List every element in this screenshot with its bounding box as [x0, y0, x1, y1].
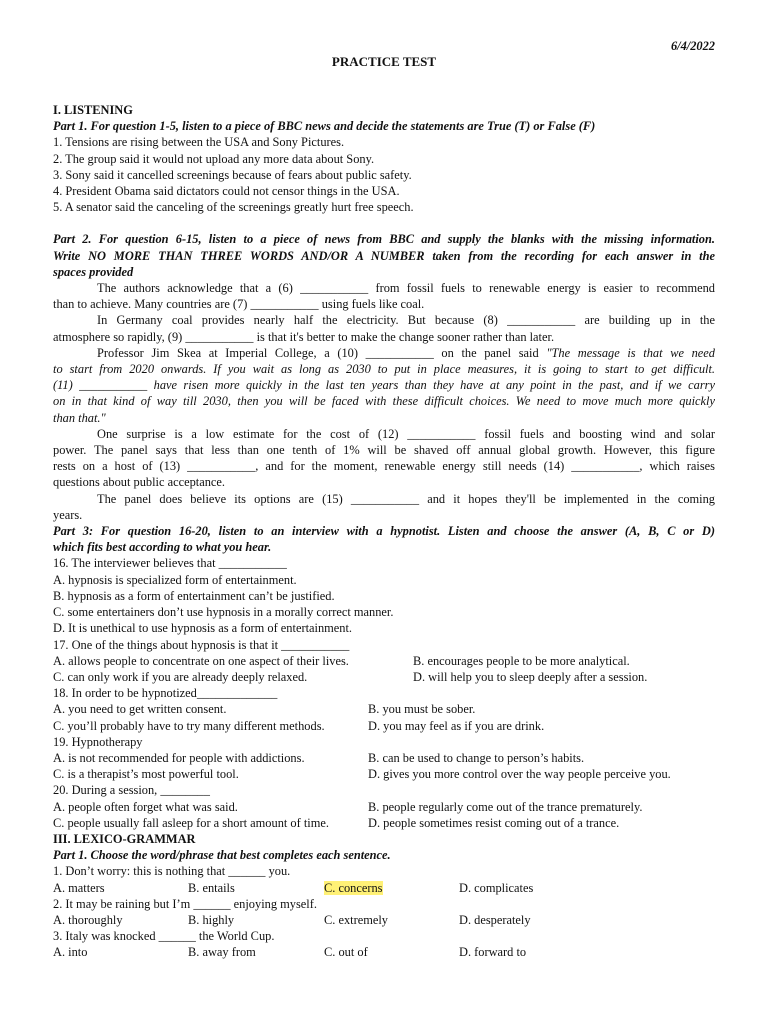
answer-option: D. complicates: [459, 880, 534, 895]
part2-instruction-line: Write NO MORE THAN THREE WORDS AND/OR A NUMBER taken from the recording for each answer in the: [53, 248, 715, 263]
answer-option-text: B. entails: [188, 880, 235, 895]
passage-line: One surprise is a low estimate for the cost of (12) ___________ fossil fuels and boosting wind and solar: [97, 426, 715, 441]
part3-instruction-line: which fits best according to what you hear.: [53, 540, 272, 555]
passage-line: on in that kind of way till 2030, then you will be faced with these difficult choices. We need to move much more quickly: [53, 394, 715, 409]
answer-option: C. extremely: [324, 912, 388, 927]
question-stem: 2. It may be raining but I’m ______ enjoying myself.: [53, 896, 317, 911]
options-row: [53, 944, 715, 960]
list-item: 1. Tensions are rising between the USA and Sony Pictures.: [53, 135, 345, 150]
answer-option: C. people usually fall asleep for a short amount of time.: [53, 815, 329, 830]
answer-option: C. can only work if you are already deeply relaxed.: [53, 669, 308, 684]
answer-option: C. is a therapist’s most powerful tool.: [53, 767, 239, 782]
options-row: [53, 653, 715, 669]
section-heading-listening: I. LISTENING: [53, 103, 133, 117]
section-heading-lexico-grammar: III. LEXICO-GRAMMAR: [53, 831, 196, 846]
options-row: [53, 766, 715, 782]
document-date: 6/4/2022: [670, 39, 715, 53]
answer-option: B. away from: [188, 945, 256, 960]
passage-line: questions about public acceptance.: [53, 475, 226, 490]
passage-line: than to achieve. Many countries are (7) ___________ using fuels like coal.: [53, 297, 425, 312]
question-stem: 1. Don’t worry: this is nothing that ______ you.: [53, 864, 291, 879]
question-stem: 19. Hypnotherapy: [53, 734, 143, 749]
part1-instruction: Part 1. For question 1-5, listen to a piece of BBC news and decide the statements are True (T) or False (F): [53, 119, 596, 134]
part2-instruction-line: Part 2. For question 6-15, listen to a piece of news from BBC and supply the blanks with the missing information.: [53, 232, 715, 247]
options-row: [53, 718, 715, 734]
options-row: [53, 815, 715, 831]
passage-line: than that.": [53, 410, 106, 425]
answer-option: A. is not recommended for people with addictions.: [53, 750, 305, 765]
highlighted-answer: C. concerns: [324, 880, 383, 895]
question-stem: 3. Italy was knocked ______ the World Cup.: [53, 929, 275, 944]
passage-line: [53, 345, 715, 361]
answer-option: D. desperately: [459, 912, 531, 927]
answer-option: A. into: [53, 945, 88, 960]
part1-items: [53, 134, 715, 215]
list-item: 2. The group said it would not upload any more data about Sony.: [53, 151, 375, 166]
list-item: 4. President Obama said dictators could not censor things in the USA.: [53, 184, 400, 199]
lexico-part1-instruction: Part 1. Choose the word/phrase that best completes each sentence.: [53, 848, 391, 863]
part3-instruction-line: Part 3: For question 16-20, listen to an interview with a hypnotist. Listen and choose the answer (A, B, C or D): [53, 524, 715, 539]
answer-option: A. thoroughly: [53, 912, 123, 927]
options-row: [53, 701, 715, 717]
answer-option: D. people sometimes resist coming out of a trance.: [368, 815, 620, 830]
answer-option: A. allows people to concentrate on one aspect of their lives.: [53, 653, 349, 668]
passage-line: (11) ___________ have risen more quickly in the last ten years than they have at any point in the past, and if we carry: [53, 378, 715, 393]
passage-line: The authors acknowledge that a (6) ___________ from fossil fuels to renewable energy is easier to recommend: [97, 281, 715, 296]
passage-line: years.: [53, 507, 83, 522]
part2-instruction-line: spaces provided: [53, 264, 134, 279]
question-stem: 18. In order to be hypnotized_____________: [53, 686, 278, 701]
answer-option: A. hypnosis is specialized form of entertainment.: [53, 572, 297, 587]
answer-option: A. people often forget what was said.: [53, 799, 238, 814]
answer-option: A. matters: [53, 880, 105, 895]
passage-quote: "The message is that we need: [546, 345, 715, 360]
passage-line: In Germany coal provides nearly half the electricity. But because (8) ___________ are building up in the: [97, 313, 715, 328]
answer-option: D. gives you more control over the way people perceive you.: [368, 767, 671, 782]
answer-option: D. will help you to sleep deeply after a session.: [413, 669, 648, 684]
passage-line: to start from 2020 onwards. If you wait as long as 2030 to put in place measures, it is going to start to get difficult.: [53, 362, 715, 377]
list-item: 3. Sony said it cancelled screenings because of fears about public safety.: [53, 167, 412, 182]
answer-option: C. you’ll probably have to try many different methods.: [53, 718, 325, 733]
answer-option: A. you need to get written consent.: [53, 702, 227, 717]
passage-line: power. The panel says that less than one tenth of 1% will be shaved off annual global growth. However, this figure: [53, 443, 715, 458]
answer-option: [324, 880, 459, 896]
answer-option: C. out of: [324, 945, 368, 960]
question-stem: 20. During a session, ________: [53, 783, 210, 798]
passage-line: rests on a host of (13) ___________, and for the moment, renewable energy still needs (14) ___________, which raises: [53, 459, 715, 474]
answer-option: B. can be used to change to person’s habits.: [368, 750, 585, 765]
options-row: [53, 912, 715, 928]
passage-text: Professor Jim Skea at Imperial College, a (10) ___________ on the panel said: [97, 345, 547, 360]
passage-line: atmosphere so rapidly, (9) ___________ is that it's better to make the change sooner rather than later.: [53, 329, 555, 344]
answer-option: D. It is unethical to use hypnosis as a form of entertainment.: [53, 621, 353, 636]
document-body: [53, 102, 715, 961]
answer-option: B. people regularly come out of the trance prematurely.: [368, 799, 643, 814]
answer-option: B. encourages people to be more analytical.: [413, 653, 630, 668]
answer-option: D. forward to: [459, 945, 527, 960]
options-row: [53, 750, 715, 766]
options-row: [53, 669, 715, 685]
options-row: [53, 880, 715, 896]
options-row: [53, 799, 715, 815]
passage-line: The panel does believe its options are (15) ___________ and it hopes they'll be implemented in the coming: [97, 491, 715, 506]
answer-option: [188, 880, 324, 896]
question-stem: 17. One of the things about hypnosis is that it ___________: [53, 637, 350, 652]
answer-option: B. highly: [188, 912, 235, 927]
answer-option: D. you may feel as if you are drink.: [368, 718, 545, 733]
answer-option: B. you must be sober.: [368, 702, 476, 717]
page-title: PRACTICE TEST: [331, 54, 437, 69]
list-item: 5. A senator said the canceling of the screenings greatly hurt free speech.: [53, 200, 414, 215]
question-stem: 16. The interviewer believes that ___________: [53, 556, 287, 571]
answer-option: B. hypnosis as a form of entertainment can’t be justified.: [53, 588, 335, 603]
answer-option: C. some entertainers don’t use hypnosis in a morally correct manner.: [53, 605, 394, 620]
